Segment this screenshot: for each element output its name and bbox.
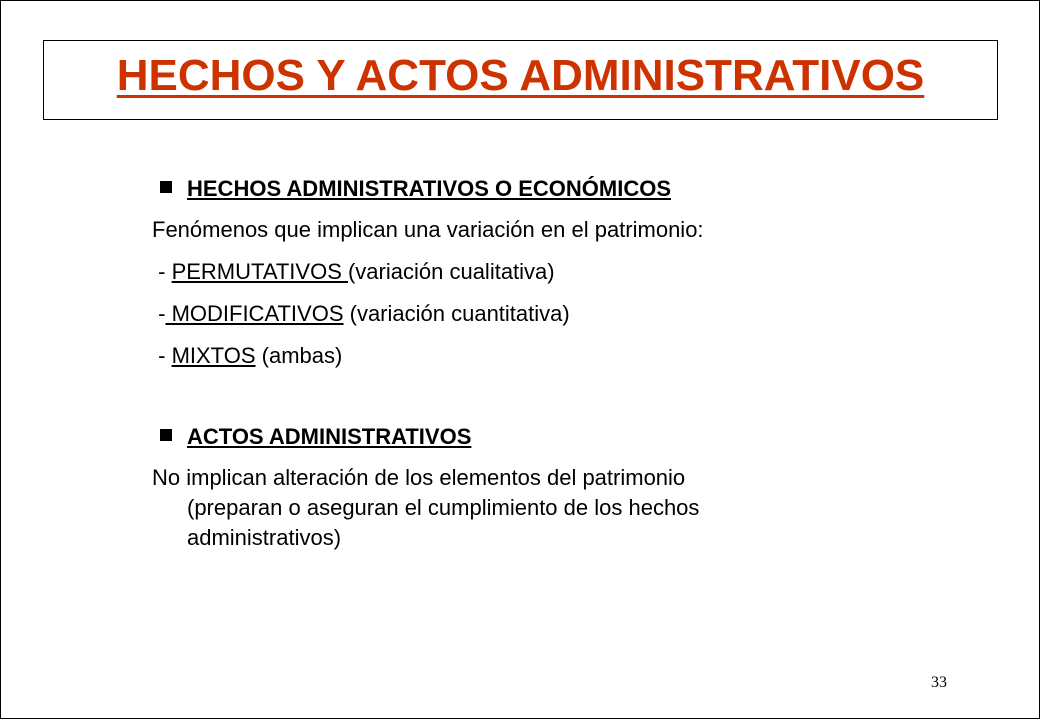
section1-intro: Fenómenos que implican una variación en el patrimonio:: [152, 217, 704, 242]
item-desc: (variación cuantitativa): [343, 301, 570, 326]
section1-item-permutativos: [152, 259, 555, 285]
section1-heading-text: HECHOS ADMINISTRATIVOS O ECONÓMICOS: [187, 176, 672, 201]
item-desc: (ambas): [255, 343, 343, 368]
section1-item-mixtos: [152, 343, 342, 369]
section2-body-line-2: (preparan o aseguran el cumplimiento de los hechos: [187, 495, 700, 520]
item-prefix: -: [152, 301, 166, 326]
item-term: MODIFICATIVOS: [165, 301, 344, 326]
square-bullet-icon: [160, 181, 172, 193]
page-number: 33: [931, 674, 947, 691]
section1-heading: [187, 176, 671, 202]
square-bullet-icon: [160, 429, 172, 441]
item-prefix: -: [152, 259, 172, 284]
section2-heading: [187, 424, 471, 450]
item-prefix: -: [152, 343, 172, 368]
item-term: PERMUTATIVOS: [171, 259, 348, 284]
section2-body-line-3: administrativos): [187, 525, 342, 550]
section2-body-line-1: No implican alteración de los elementos del patrimonio: [152, 465, 686, 490]
title-box: [43, 40, 998, 120]
slide-title: HECHOS Y ACTOS ADMINISTRATIVOS: [116, 51, 925, 100]
section1-item-modificativos: [152, 301, 570, 327]
item-term: MIXTOS: [171, 343, 256, 368]
item-desc: (variación cualitativa): [347, 259, 555, 284]
section2-heading-text: ACTOS ADMINISTRATIVOS: [187, 424, 472, 449]
